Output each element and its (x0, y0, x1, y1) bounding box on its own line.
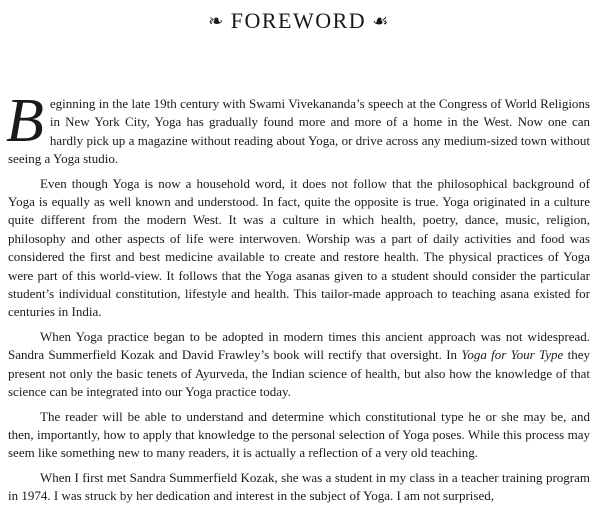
paragraph-4: The reader will be able to understand and determine which constitutional type he or she may be, and then, importantly, how to apply that knowledge to the personal selection of Yoga poses. While this process may seem like something new to many readers, it is actually a reflection of a very old teaching. (8, 408, 590, 461)
paragraph-3-text-start: When Yoga practice began to be adopted in modern times this ancient approach was not widespread. Sandra Summerfield Kozak and David Frawley’s book will rectify that oversight. In (8, 328, 590, 363)
paragraph-1-text: eginning in the late 19th century with Swami Vivekananda’s speech at the Congress of World Religions in New York City, Yoga has gradually found more and more of a home in the West. Now one can hardly pick up a magazine without reading about Yoga, or drive across any medium-sized town without seeing a Yoga studio. (8, 96, 590, 167)
paragraph-2: Even though Yoga is now a household word, it does not follow that the philosophical background of Yoga is equally as well known and understood. In fact, quite the opposite is true. Yoga originated in a culture quite different from the modern West. It was a culture in which health, poetry, dance, music, religion, philosophy and other aspects of life were interwoven. Worship was a part of daily activities and food was considered the first and best medicine available to create and restore health. The physical practices of Yoga were part of this world-view. It follows that the Yoga asanas given to a student should consider the particular student’s individual constitution, lifestyle and health. This tailor-made approach to teaching asana existed for centuries in India. (8, 175, 590, 320)
right-ornament-icon: ☙ (372, 11, 390, 32)
book-title: Yoga for Your Type (461, 347, 564, 363)
drop-cap: B (6, 87, 44, 155)
paragraph-1 (6, 87, 590, 169)
paragraph-5: When I first met Sandra Summerfield Kozak, she was a student in my class in a teacher training program in 1974. I was struck by her dedication and interest in the subject of Yoga. I am not surprised, (8, 469, 590, 504)
paragraph-3-text-end: they present not only the basic tenets of Ayurveda, the Indian science of health, but also how the knowledge of that science can be integrated into our Yoga practice today. (8, 347, 590, 400)
page-title: FOREWORD (230, 8, 367, 33)
left-ornament-icon: ❧ (208, 11, 225, 32)
foreword-heading (8, 0, 590, 46)
paragraph-3 (8, 328, 590, 402)
foreword-body (6, 87, 590, 512)
